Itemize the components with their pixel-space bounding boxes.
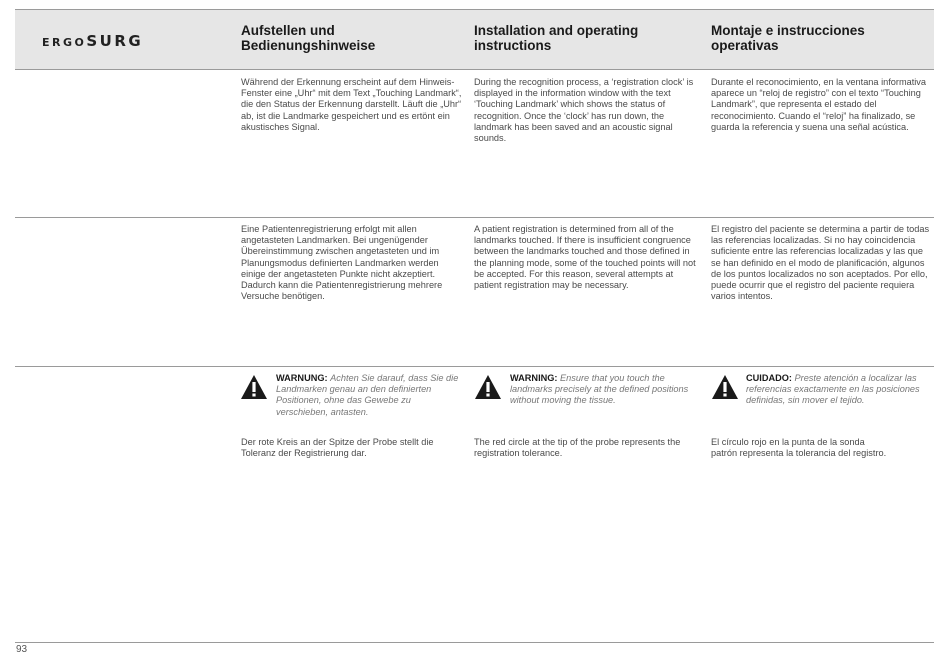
- section-2-text-spanish: El registro del paciente se determina a partir de todas las referencias localizadas. Si no hay coincidencia suficiente entre las referencias localizadas y las que se han definido en el modo de planificación, algunos de los puntos localizados no son aceptados. Por ello, puede ocurrir que el registro del paciente requiera varios intentos.: [711, 224, 930, 302]
- section-1-text-german: Während der Erkennung erscheint auf dem Hinweis-Fenster eine „Uhr“ mit dem Text „Touching Landmark“, die den Status der Erkennung darstellt. Läuft die „Uhr“ ab, ist die Landmarke gespeichert und es ertönt ein akustisches Signal.: [241, 77, 462, 132]
- section-divider: [15, 366, 934, 367]
- section-2-text-english: A patient registration is determined from all of the landmarks touched. If there is insufficient congruence between the landmarks touched and those defined in the planning mode, some of the touched points will not be accepted. For this reason, several attempts at patient registration may be necessary.: [474, 224, 696, 291]
- warning-text: Achten Sie darauf, dass Sie die Landmarken genau an den definierten Positionen, ohne das Gewebe zu verschieben, antasten.: [276, 373, 459, 417]
- page-number: 93: [16, 644, 28, 655]
- logo-main: SURG: [86, 32, 144, 50]
- warning-label: WARNUNG:: [276, 373, 328, 383]
- warning-german: [276, 373, 462, 418]
- footer-divider: [15, 642, 934, 643]
- section-3-text-english: The red circle at the tip of the probe represents the registration tolerance.: [474, 437, 681, 459]
- warning-triangle-icon: [474, 374, 502, 400]
- column-heading-german: Aufstellen und Bedienungshinweise: [241, 23, 376, 53]
- section-divider: [15, 217, 934, 218]
- section-1-text-english: During the recognition process, a ‘registration clock’ is displayed in the information window with the text ‘Touching Landmark’ which shows the status of recognition. Once the ‘clock’ has run down, the landmark has been saved and an acoustic signal sounds.: [474, 77, 694, 144]
- brand-logo: [42, 33, 143, 49]
- section-2-text-german: Eine Patientenregistrierung erfolgt mit allen angetasteten Landmarken. Bei ungenügender Übereinstimmung zwischen angetasteten und im Planungsmodus definierten Landmarken werden einige der angetasteten Punkte nicht akzeptiert. Dadurch kann die Patientenregistrierung mehrere Versuche benötigen.: [241, 224, 443, 302]
- warning-label: CUIDADO:: [746, 373, 792, 383]
- warning-english: [510, 373, 696, 407]
- section-3-text-german: Der rote Kreis an der Spitze der Probe stellt die Toleranz der Registrierung dar.: [241, 437, 434, 459]
- warning-text: Preste atención a localizar las referencias exactamente en las posiciones definidas, sin mover el tejido.: [746, 373, 920, 406]
- warning-triangle-icon: [240, 374, 268, 400]
- section-3-text-spanish: El círculo rojo en la punta de la sonda patrón representa la tolerancia del registro.: [711, 437, 887, 459]
- warning-text: Ensure that you touch the landmarks precisely at the defined positions without moving the tissue.: [510, 373, 689, 406]
- warning-spanish: [746, 373, 932, 407]
- warning-triangle-icon: [711, 374, 739, 400]
- warning-label: WARNING:: [510, 373, 558, 383]
- logo-prefix: ERGO: [42, 36, 87, 49]
- column-heading-spanish: Montaje e instrucciones operativas: [711, 23, 865, 53]
- column-heading-english: Installation and operating instructions: [474, 23, 639, 53]
- section-1-text-spanish: Durante el reconocimiento, en la ventana informativa aparece un “reloj de registro” con el texto “Touching Landmark”, que representa el estado del reconocimiento. Cuando el “reloj” ha finalizado, se guarda la referencia y suena una señal acústica.: [711, 77, 927, 132]
